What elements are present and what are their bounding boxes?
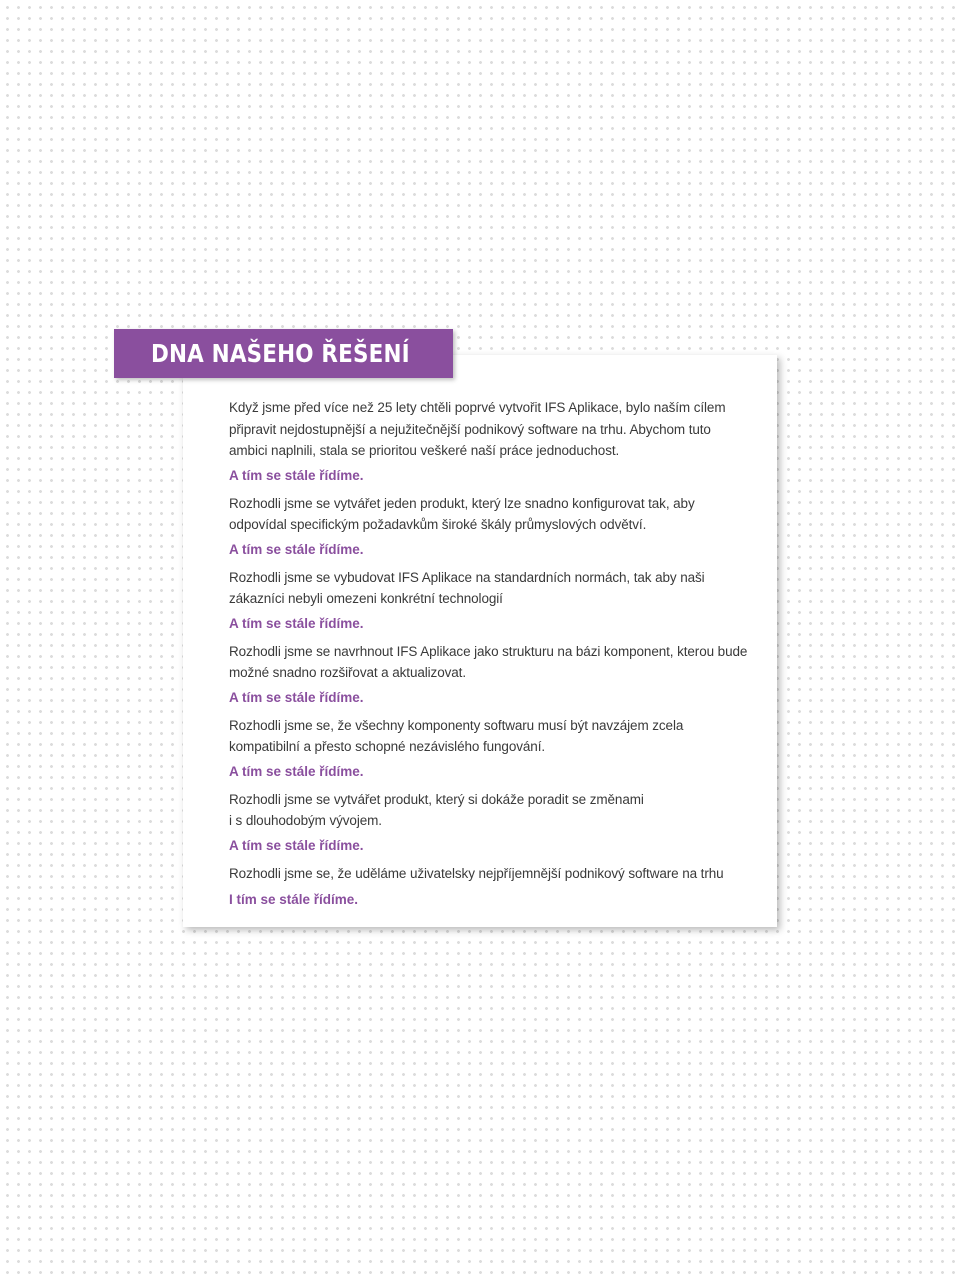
content-body [229, 397, 749, 917]
paragraph-line: Rozhodli jsme se, že všechny komponenty softwaru musí být navzájem zcela [229, 717, 684, 733]
motto: A tím se stále řídíme. [229, 467, 364, 483]
paragraph [229, 493, 749, 536]
paragraph [229, 641, 749, 684]
paragraph [229, 715, 749, 758]
paragraph-line: Rozhodli jsme se vybudovat IFS Aplikace na standardních normách, tak aby naši [229, 569, 705, 585]
paragraph-line: připravit nejdostupnější a nejužitečnější podnikový software na trhu. Abychom tuto [229, 421, 711, 437]
motto: A tím se stále řídíme. [229, 615, 364, 631]
paragraph-line: Když jsme před více než 25 lety chtěli poprvé vytvořit IFS Aplikace, bylo naším cílem [229, 400, 726, 415]
paragraph [229, 397, 749, 462]
paragraph-line: Rozhodli jsme se vytvářet jeden produkt, který lze snadno konfigurovat tak, aby [229, 495, 695, 511]
motto: A tím se stále řídíme. [229, 689, 364, 705]
paragraph-line: ambici naplnili, stala se prioritou veškeré naší práce jednoduchost. [229, 443, 620, 458]
paragraph-line: Rozhodli jsme se, že uděláme uživatelsky nejpříjemnější podnikový software na trhu [229, 865, 724, 881]
paragraph-line: odpovídal specifickým požadavkům široké škály průmyslových odvětví. [229, 517, 647, 532]
paragraph-line: kompatibilní a přesto schopné nezávislého fungování. [229, 739, 546, 754]
motto: A tím se stále řídíme. [229, 763, 364, 779]
title-banner [114, 329, 453, 378]
paragraph-line: možné snadno rozšiřovat a aktualizovat. [229, 665, 466, 680]
paragraph-line: Rozhodli jsme se vytvářet produkt, který si dokáže poradit se změnami [229, 791, 644, 807]
paragraph [229, 863, 749, 885]
paragraph-line: zákazníci nebyli omezeni konkrétní technologií [229, 591, 503, 606]
paragraph [229, 789, 749, 832]
motto-final: I tím se stále řídíme. [229, 892, 359, 907]
paragraph-line: i s dlouhodobým vývojem. [229, 813, 382, 828]
motto: A tím se stále řídíme. [229, 837, 364, 853]
paragraph-line: Rozhodli jsme se navrhnout IFS Aplikace jako strukturu na bázi komponent, kterou bude [229, 643, 748, 659]
motto: A tím se stále řídíme. [229, 541, 364, 557]
paragraph [229, 567, 749, 610]
page-title: DNA NAŠEHO ŘEŠENÍ [151, 339, 410, 368]
